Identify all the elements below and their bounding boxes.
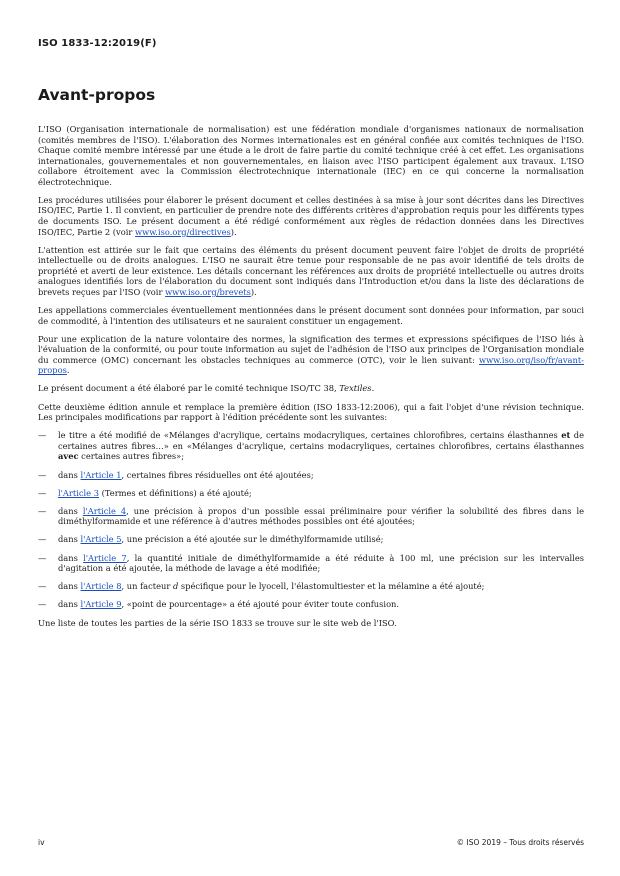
list-text: , la quantité initiale de diméthylformamide a été réduite à 100 ml, une précision sur les intervalles d'agitation a été ajoutée, la méthode de lavage a été modifiée; — [58, 552, 585, 574]
list-text: de certaines autres fibres…» en «Mélanges d'acrylique, certains modacryliques, certaines chlorofibres, certains élasthannes — [58, 430, 585, 451]
link-article-5[interactable]: l'Article 5 — [80, 534, 122, 545]
list-dash: — — [38, 581, 47, 592]
copyright-notice: © ISO 2019 – Tous droits réservés — [456, 838, 584, 847]
list-text: (Termes et définitions) a été ajouté; — [99, 487, 252, 498]
document-identifier: ISO 1833-12:2019(F) — [38, 38, 157, 49]
paragraph-text-end: . — [66, 365, 70, 376]
paragraph-trade-names: Les appellations commerciales éventuellement mentionnées dans le présent document sont données pour information, par souci de commodité, à l'intention des utilisateurs et ne sauraient constituer un engagement. — [38, 304, 584, 326]
list-text: dans — [58, 505, 83, 516]
list-dash: — — [38, 487, 47, 498]
list-text: dans — [58, 534, 81, 545]
list-dash: — — [38, 552, 47, 563]
paragraph-series-list: Une liste de toutes les parties de la série ISO 1833 se trouve sur le site web de l'ISO. — [38, 617, 397, 628]
paragraph-committee — [38, 383, 584, 394]
list-item — [38, 430, 584, 462]
link-directives[interactable]: www.iso.org/directives — [134, 226, 231, 237]
list-item — [38, 599, 584, 610]
foreword-body — [38, 124, 584, 636]
list-dash: — — [38, 534, 47, 545]
bold-word: avec — [58, 451, 79, 462]
list-item — [38, 488, 584, 499]
list-text: , une précision a été ajoutée sur le diméthylformamide utilisé; — [121, 534, 384, 545]
list-dash: — — [38, 599, 47, 610]
link-brevets[interactable]: www.iso.org/brevets — [165, 286, 251, 297]
list-item — [38, 581, 584, 592]
list-item — [38, 534, 584, 545]
factor-symbol: d — [172, 581, 179, 592]
paragraph-text: Pour une explication de la nature volontaire des normes, la signification des termes et expressions spécifiques de l'ISO liés à l'évaluation de la conformité, ou pour toute information au sujet de l'adhésion de l'ISO aux principes de l'Organisation mondiale du commerce (OMC) concernant les obstacles techniques au commerce (OTC), voir le lien suivant: — [38, 333, 584, 365]
paragraph-voluntary — [38, 334, 584, 376]
link-article-1[interactable]: l'Article 1 — [80, 469, 122, 480]
list-dash: — — [38, 430, 47, 441]
paragraph-edition: Cette deuxième édition annule et remplace la première édition (ISO 1833-12:2006), qui a fait l'objet d'une révision technique. Les principales modifications par rapport à l'édition précédente sont les suivantes: — [38, 401, 584, 423]
list-item — [38, 470, 584, 481]
paragraph-patents — [38, 245, 584, 298]
list-text: le titre a été modifié de «Mélanges d'acrylique, certains modacryliques, certaines chlorofibres, certains élasthannes — [58, 430, 562, 441]
link-avant-propos[interactable]: www.iso.org/iso/fr/avant-propos — [38, 354, 584, 376]
link-article-8[interactable]: l'Article 8 — [80, 581, 122, 592]
list-dash: — — [38, 469, 47, 480]
committee-name: Textiles — [339, 383, 372, 394]
link-article-7[interactable]: l'Article 7 — [83, 552, 127, 563]
paragraph-text: Le présent document a été élaboré par le comité technique ISO/TC 38, — [38, 383, 340, 394]
link-article-3[interactable]: l'Article 3 — [58, 487, 100, 498]
list-dash: — — [38, 505, 47, 516]
bold-word: et — [561, 430, 571, 441]
list-text: , un facteur — [121, 581, 173, 592]
list-text: certaines autres fibres»; — [78, 451, 185, 462]
list-text: , une précision à propos d'un possible essai préliminaire pour vérifier la solubilité des fibres dans le diméthylformamide et une référence à d'autres méthodes possibles ont été ajoutées; — [58, 505, 585, 527]
section-title: Avant-propos — [38, 86, 156, 104]
document-page — [38, 0, 586, 876]
paragraph-text-end: . — [371, 383, 375, 394]
paragraph-text-end: ). — [250, 286, 257, 297]
paragraph-iso-intro: L'ISO (Organisation internationale de normalisation) est une fédération mondiale d'organismes nationaux de normalisation (comités membres de l'ISO). L'élaboration des Normes internationales est en général confiée aux comités techniques de l'ISO. Chaque comité membre intéressé par une étude a le droit de faire partie du comité technique créé à cet effet. Les organisations internationales, gouvernementales et non gouvernementales, en liaison avec l'ISO participent également aux travaux. L'ISO collabore étroitement avec la Commission électrotechnique internationale (IEC) en ce qui concerne la normalisation électrotechnique. — [38, 124, 584, 187]
paragraph-procedures — [38, 195, 584, 237]
list-text: dans — [58, 552, 84, 563]
paragraph-text: Les procédures utilisées pour élaborer le présent document et celles destinées à sa mise à jour sont décrites dans les Directives ISO/IEC, Partie 1. Il convient, en particulier de prendre note des différents critères d'approbation requis pour les différents types de documents ISO. Le présent document a été rédigé conformément aux règles de rédaction données dans les Directives ISO/IEC, Partie 2 (voir — [38, 194, 585, 237]
list-text: dans — [58, 469, 81, 480]
paragraph-text-end: ). — [230, 226, 237, 237]
list-item — [38, 506, 584, 527]
list-item — [38, 553, 584, 574]
list-text: , «point de pourcentage» a été ajouté pour éviter toute confusion. — [121, 599, 400, 610]
list-text: , certaines fibres résiduelles ont été ajoutées; — [121, 469, 314, 480]
list-text: dans — [58, 581, 81, 592]
list-text: spécifique pour le lyocell, l'élastomultiester et la mélamine a été ajouté; — [178, 581, 485, 592]
link-article-4[interactable]: l'Article 4 — [82, 505, 127, 516]
list-text: dans — [58, 599, 81, 610]
page-number: iv — [38, 838, 45, 847]
link-article-9[interactable]: l'Article 9 — [80, 599, 122, 610]
paragraph-text: L'attention est attirée sur le fait que certains des éléments du présent document peuvent faire l'objet de droits de propriété intellectuelle ou de droits analogues. L'ISO ne saurait être tenue pour responsable de ne pas avoir identifié de tels droits de propriété et averti de leur existence. Les détails concernant les références aux droits de propriété intellectuelle ou autres droits analogues identifiés lors de l'élaboration du document sont indiqués dans l'Introduction et/ou dans la liste des déclarations de brevets reçues par l'ISO (voir — [38, 244, 584, 297]
